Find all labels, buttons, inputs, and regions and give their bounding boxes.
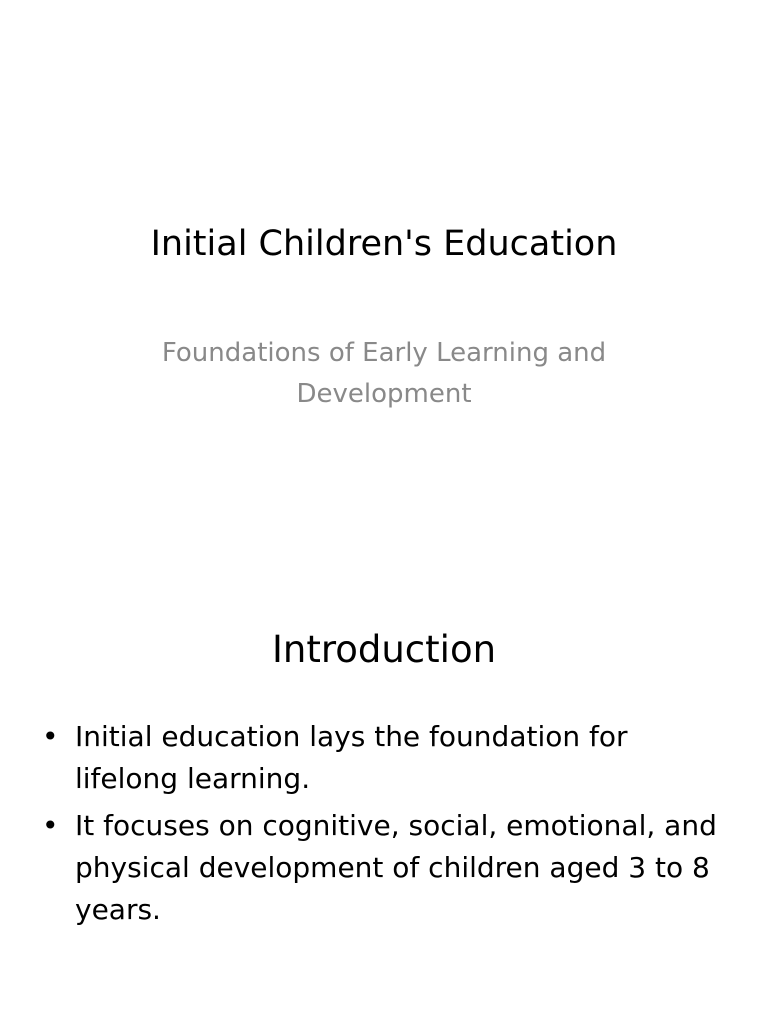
bullet-icon: • [42, 809, 59, 842]
bullet-text: Initial education lays the foundation for lifelong learning. [75, 720, 628, 795]
bullet-icon: • [42, 720, 59, 753]
bullet-list [40, 716, 720, 936]
slide-subtitle: Foundations of Early Learning and Development [161, 338, 607, 409]
slide-heading: Introduction [271, 628, 497, 671]
bullet-item [40, 716, 720, 800]
bullet-text: It focuses on cognitive, social, emotional, and physical development of children aged 3 to 8 years. [75, 809, 717, 926]
slide-title: Initial Children's Education [150, 224, 618, 264]
content-slide [0, 576, 768, 1024]
bullet-item [40, 805, 720, 931]
